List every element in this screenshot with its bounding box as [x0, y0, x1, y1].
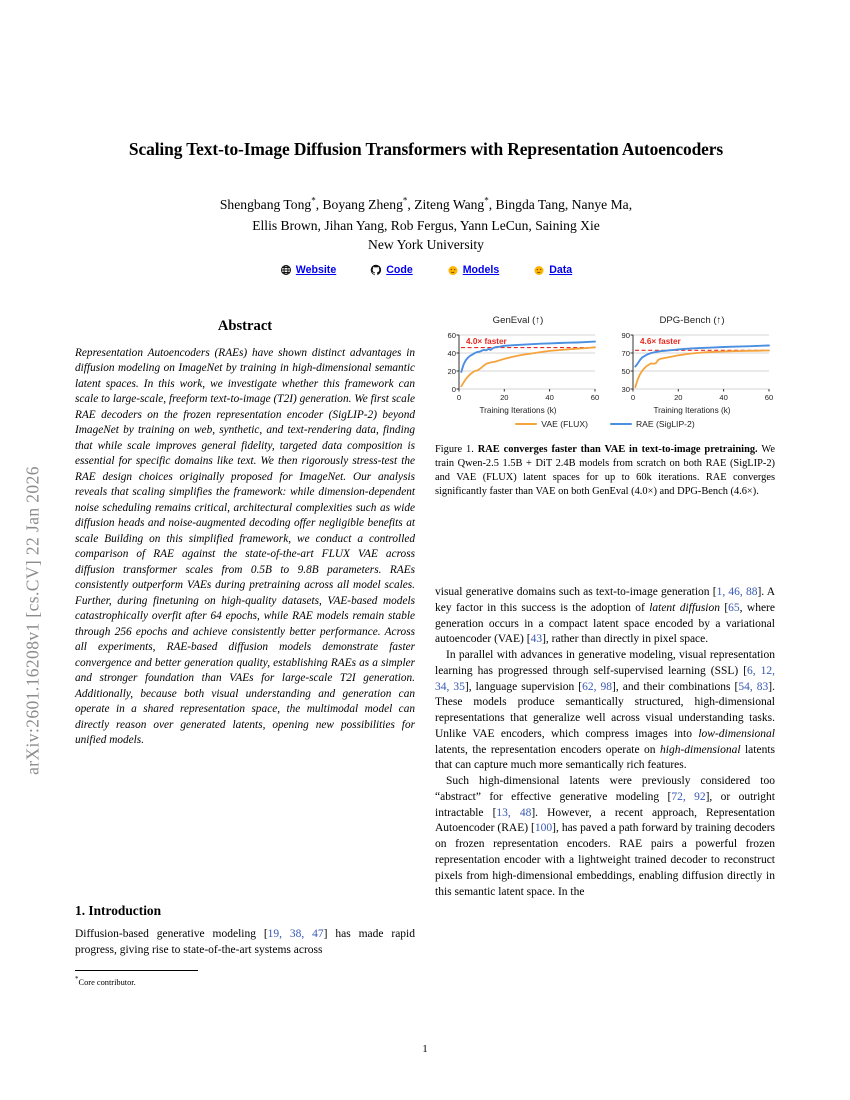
- legend-swatch-rae: [610, 423, 632, 425]
- chart-row: [435, 315, 775, 415]
- globe-icon: [280, 264, 292, 276]
- svg-text:60: 60: [590, 393, 600, 402]
- svg-text:50: 50: [621, 367, 630, 376]
- paragraph-1: visual generative domains such as text-to-image generation [1, 46, 88]. A key factor in this success is the adoption of latent diffusion [65, where generation occurs in a compact latent space encoded by a variational autoencoder (VAE) [43], rather than directly in pixel space.: [435, 586, 776, 646]
- svg-text:60: 60: [764, 393, 774, 402]
- introduction-heading: 1. Introduction: [75, 903, 162, 918]
- text-run: visual generative domains such as text-to-image generation [: [435, 586, 717, 598]
- svg-text:70: 70: [621, 349, 630, 358]
- author-list: [72, 194, 780, 236]
- figure-caption: [435, 443, 775, 500]
- footnote-text: Core contributor.: [78, 977, 136, 987]
- corresponding-marker: *: [402, 195, 408, 206]
- text-run: ], or outright intractable [: [435, 790, 775, 819]
- intro-text-b: ] has made rapid progress, giving rise to state-of-the-art systems across: [75, 928, 415, 956]
- abstract-heading: Abstract: [217, 318, 273, 334]
- svg-text:20: 20: [500, 393, 509, 402]
- figure-caption-text: We train Qwen-2.5 1.5B + DiT 2.4B models from scratch on both RAE (SigLIP-2) and VAE (FLUX) latent spaces for up to 60k iterations. RAE converges significantly faster than VAE on both GenEval (4.0×) and DPG-Bench (4.6×).: [435, 444, 775, 498]
- badge-label: Models: [462, 263, 500, 276]
- huggingface-icon: [447, 264, 459, 276]
- introduction-paragraph: [75, 927, 415, 959]
- author-names-cont: , Bingda Tang, Nanye Ma,: [488, 196, 633, 212]
- svg-text:90: 90: [621, 331, 630, 340]
- chart-x-label: Training Iterations (k): [479, 406, 557, 415]
- github-icon: [370, 264, 382, 276]
- corresponding-marker: *: [484, 195, 489, 206]
- citation-link[interactable]: 72, 92: [671, 790, 706, 803]
- svg-text:0: 0: [451, 385, 456, 394]
- emphasis-text: high-dimensional: [660, 743, 741, 756]
- geneval-svg: [435, 327, 601, 405]
- figure-caption-bold: RAE converges faster than VAE in text-to-image pretraining.: [477, 444, 758, 455]
- citation-link[interactable]: 62, 98: [582, 680, 613, 693]
- author-names-cont: , Ziteng Wang: [407, 196, 485, 212]
- citation-link[interactable]: 54, 83: [738, 680, 769, 693]
- badge-website[interactable]: [280, 264, 336, 276]
- badge-label: Website: [295, 263, 337, 276]
- chart-title: GenEval (↑): [492, 315, 544, 326]
- citation-link[interactable]: 13, 48: [496, 806, 532, 819]
- citation-link[interactable]: 6, 12, 34, 35: [435, 664, 776, 693]
- page-title: Scaling Text-to-Image Diffusion Transformers with Representation Autoencoders: [128, 139, 724, 159]
- text-run: ]. A key factor in this success is the adoption of: [435, 586, 776, 614]
- chart-plot-area: [609, 327, 775, 405]
- abstract-column: [75, 318, 415, 749]
- author-line-2: Ellis Brown, Jihan Yang, Rob Fergus, Yann LeCun, Saining Xie: [252, 217, 600, 233]
- emphasis-text: low-dimensional: [698, 727, 775, 740]
- dpgbench-svg: [609, 327, 775, 405]
- badge-code[interactable]: [370, 264, 412, 276]
- paragraph-2: [435, 648, 775, 774]
- footnote-marker: *: [75, 974, 79, 983]
- text-run: ], rather than directly in pixel space.: [542, 633, 709, 646]
- text-run: ], has paved a path forward by training decoders on frozen representation encoders. RAE pairs a powerful frozen representation encoder with a lightweight trained decoder to reconstruct pixels from high-dimensional embeddings, enabling diffusion directly in this semantic latent space. In the: [435, 822, 775, 898]
- svg-text:40: 40: [719, 393, 728, 402]
- page-number: 1: [422, 1043, 428, 1055]
- author-name: Shengbang Tong: [219, 196, 312, 212]
- legend-item-vae: [515, 419, 588, 429]
- citation-link[interactable]: 19, 38, 47: [267, 928, 324, 940]
- chart-geneval: [435, 315, 601, 415]
- figure-label: Figure 1.: [435, 444, 474, 455]
- citation-link[interactable]: 43: [530, 633, 543, 646]
- svg-text:0: 0: [630, 393, 636, 402]
- resource-badges: [72, 264, 780, 276]
- body-column-right: [435, 585, 775, 900]
- chart-dpgbench: [609, 315, 775, 415]
- chart-legend: [435, 419, 775, 429]
- intro-text-a: Diffusion-based generative modeling [: [75, 928, 268, 940]
- legend-label: RAE (SigLIP-2): [635, 419, 695, 429]
- legend-swatch-vae: [515, 423, 537, 425]
- chart-annotation: 4.0× faster: [466, 337, 507, 346]
- citation-link[interactable]: 65: [728, 601, 740, 614]
- text-run: , where generation occurs in a compact latent space encoded by a variational autoencoder (VAE) [: [435, 601, 775, 646]
- author-names-cont: , Boyang Zheng: [315, 196, 403, 212]
- corresponding-marker: *: [311, 195, 316, 206]
- badge-label: Code: [386, 263, 413, 276]
- affiliation: New York University: [368, 236, 484, 252]
- arxiv-stamp: arXiv:2601.16208v1 [cs.CV] 22 Jan 2026: [22, 466, 43, 775]
- svg-text:40: 40: [545, 393, 554, 402]
- badge-label: Data: [549, 263, 573, 276]
- paragraph-3: [435, 774, 775, 900]
- svg-text:0: 0: [456, 393, 462, 402]
- chart-title: DPG-Bench (↑): [659, 315, 725, 326]
- abstract-text: Representation Autoencoders (RAEs) have shown distinct advantages in diffusion modeling on ImageNet by training in high-dimensional semantic latent spaces. In this work, we investigate whether this framework can scale to large-scale, freeform text-to-image (T2I) generation. We first scale RAE decoders on the frozen representation encoder (SigLIP-2) beyond ImageNet by training on web, synthetic, and text-rendering data, finding that while scale improves general fidelity, targeted data composition is essential for specific domains like text. We then rigorously stress-test the RAE design choices originally proposed for ImageNet. Our analysis reveals that scaling simplifies the framework: while dimension-dependent noise scheduling remains critical, architectural complexities such as wide diffusion heads and noise-augmented decoding offer negligible benefits at scale Building on this simplified framework, we conduct a controlled comparison of RAE against the state-of-the-art FLUX VAE across diffusion transformer scales from 0.5B to 9.8B parameters. RAEs consistently outperform VAEs during pretraining across all model scales. Further, during finetuning on high-quality datasets, VAE-based models catastrophically overfit after 64 epochs, while RAE models remain stable through 256 epochs and achieve consistently better performance. Across all experiments, RAE-based diffusion models demonstrate faster convergence and better generation quality, establishing RAEs as a simpler and stronger foundation than VAEs for large-scale T2I generation. Additionally, because both visual understanding and generation can operate in a shared representation space, the multimodal model can directly reason over generated latents, opening new possibilities for unified models.: [75, 347, 415, 747]
- text-run: ]. These models produce semantically structured, high-dimensional representations that generalize well across visual understanding tasks. Unlike VAE encoders, which compress images into: [435, 680, 776, 740]
- emphasis-text: latent diffusion: [649, 601, 720, 614]
- badge-models[interactable]: [447, 264, 500, 276]
- citation-link[interactable]: 100: [534, 822, 553, 835]
- text-run: latents, the representation encoders operate on: [435, 743, 661, 756]
- figure-1: [435, 315, 775, 500]
- badge-data[interactable]: [533, 264, 572, 276]
- text-run: ], language supervision [: [464, 680, 583, 693]
- chart-plot-area: [435, 327, 601, 405]
- right-column-text: [435, 585, 775, 900]
- text-run: latents that can capture much more semantically rich features.: [435, 743, 775, 772]
- legend-label: VAE (FLUX): [541, 419, 588, 429]
- svg-text:40: 40: [447, 349, 456, 358]
- footnote-divider: [75, 970, 198, 971]
- introduction-section: [75, 903, 415, 986]
- chart-x-label: Training Iterations (k): [653, 406, 731, 415]
- huggingface-icon: [533, 264, 545, 276]
- svg-text:30: 30: [621, 385, 630, 394]
- svg-text:20: 20: [674, 393, 683, 402]
- text-run: Such high-dimensional latents were previously considered too “abstract” for effective generative modeling [: [435, 775, 775, 803]
- chart-annotation: 4.6× faster: [640, 337, 681, 346]
- footnote: [75, 975, 415, 987]
- text-run: In parallel with advances in generative modeling, visual representation learning has progressed through self-supervised learning (SSL) [: [435, 649, 775, 677]
- legend-item-rae: [610, 419, 695, 429]
- svg-text:60: 60: [447, 331, 456, 340]
- text-run: ]. However, a recent approach, Representation Autoencoder (RAE) [: [435, 806, 775, 835]
- title-block: [72, 138, 780, 276]
- citation-link[interactable]: 1, 46, 88: [716, 586, 758, 598]
- svg-text:20: 20: [447, 367, 456, 376]
- text-run: ], and their combinations [: [612, 680, 739, 693]
